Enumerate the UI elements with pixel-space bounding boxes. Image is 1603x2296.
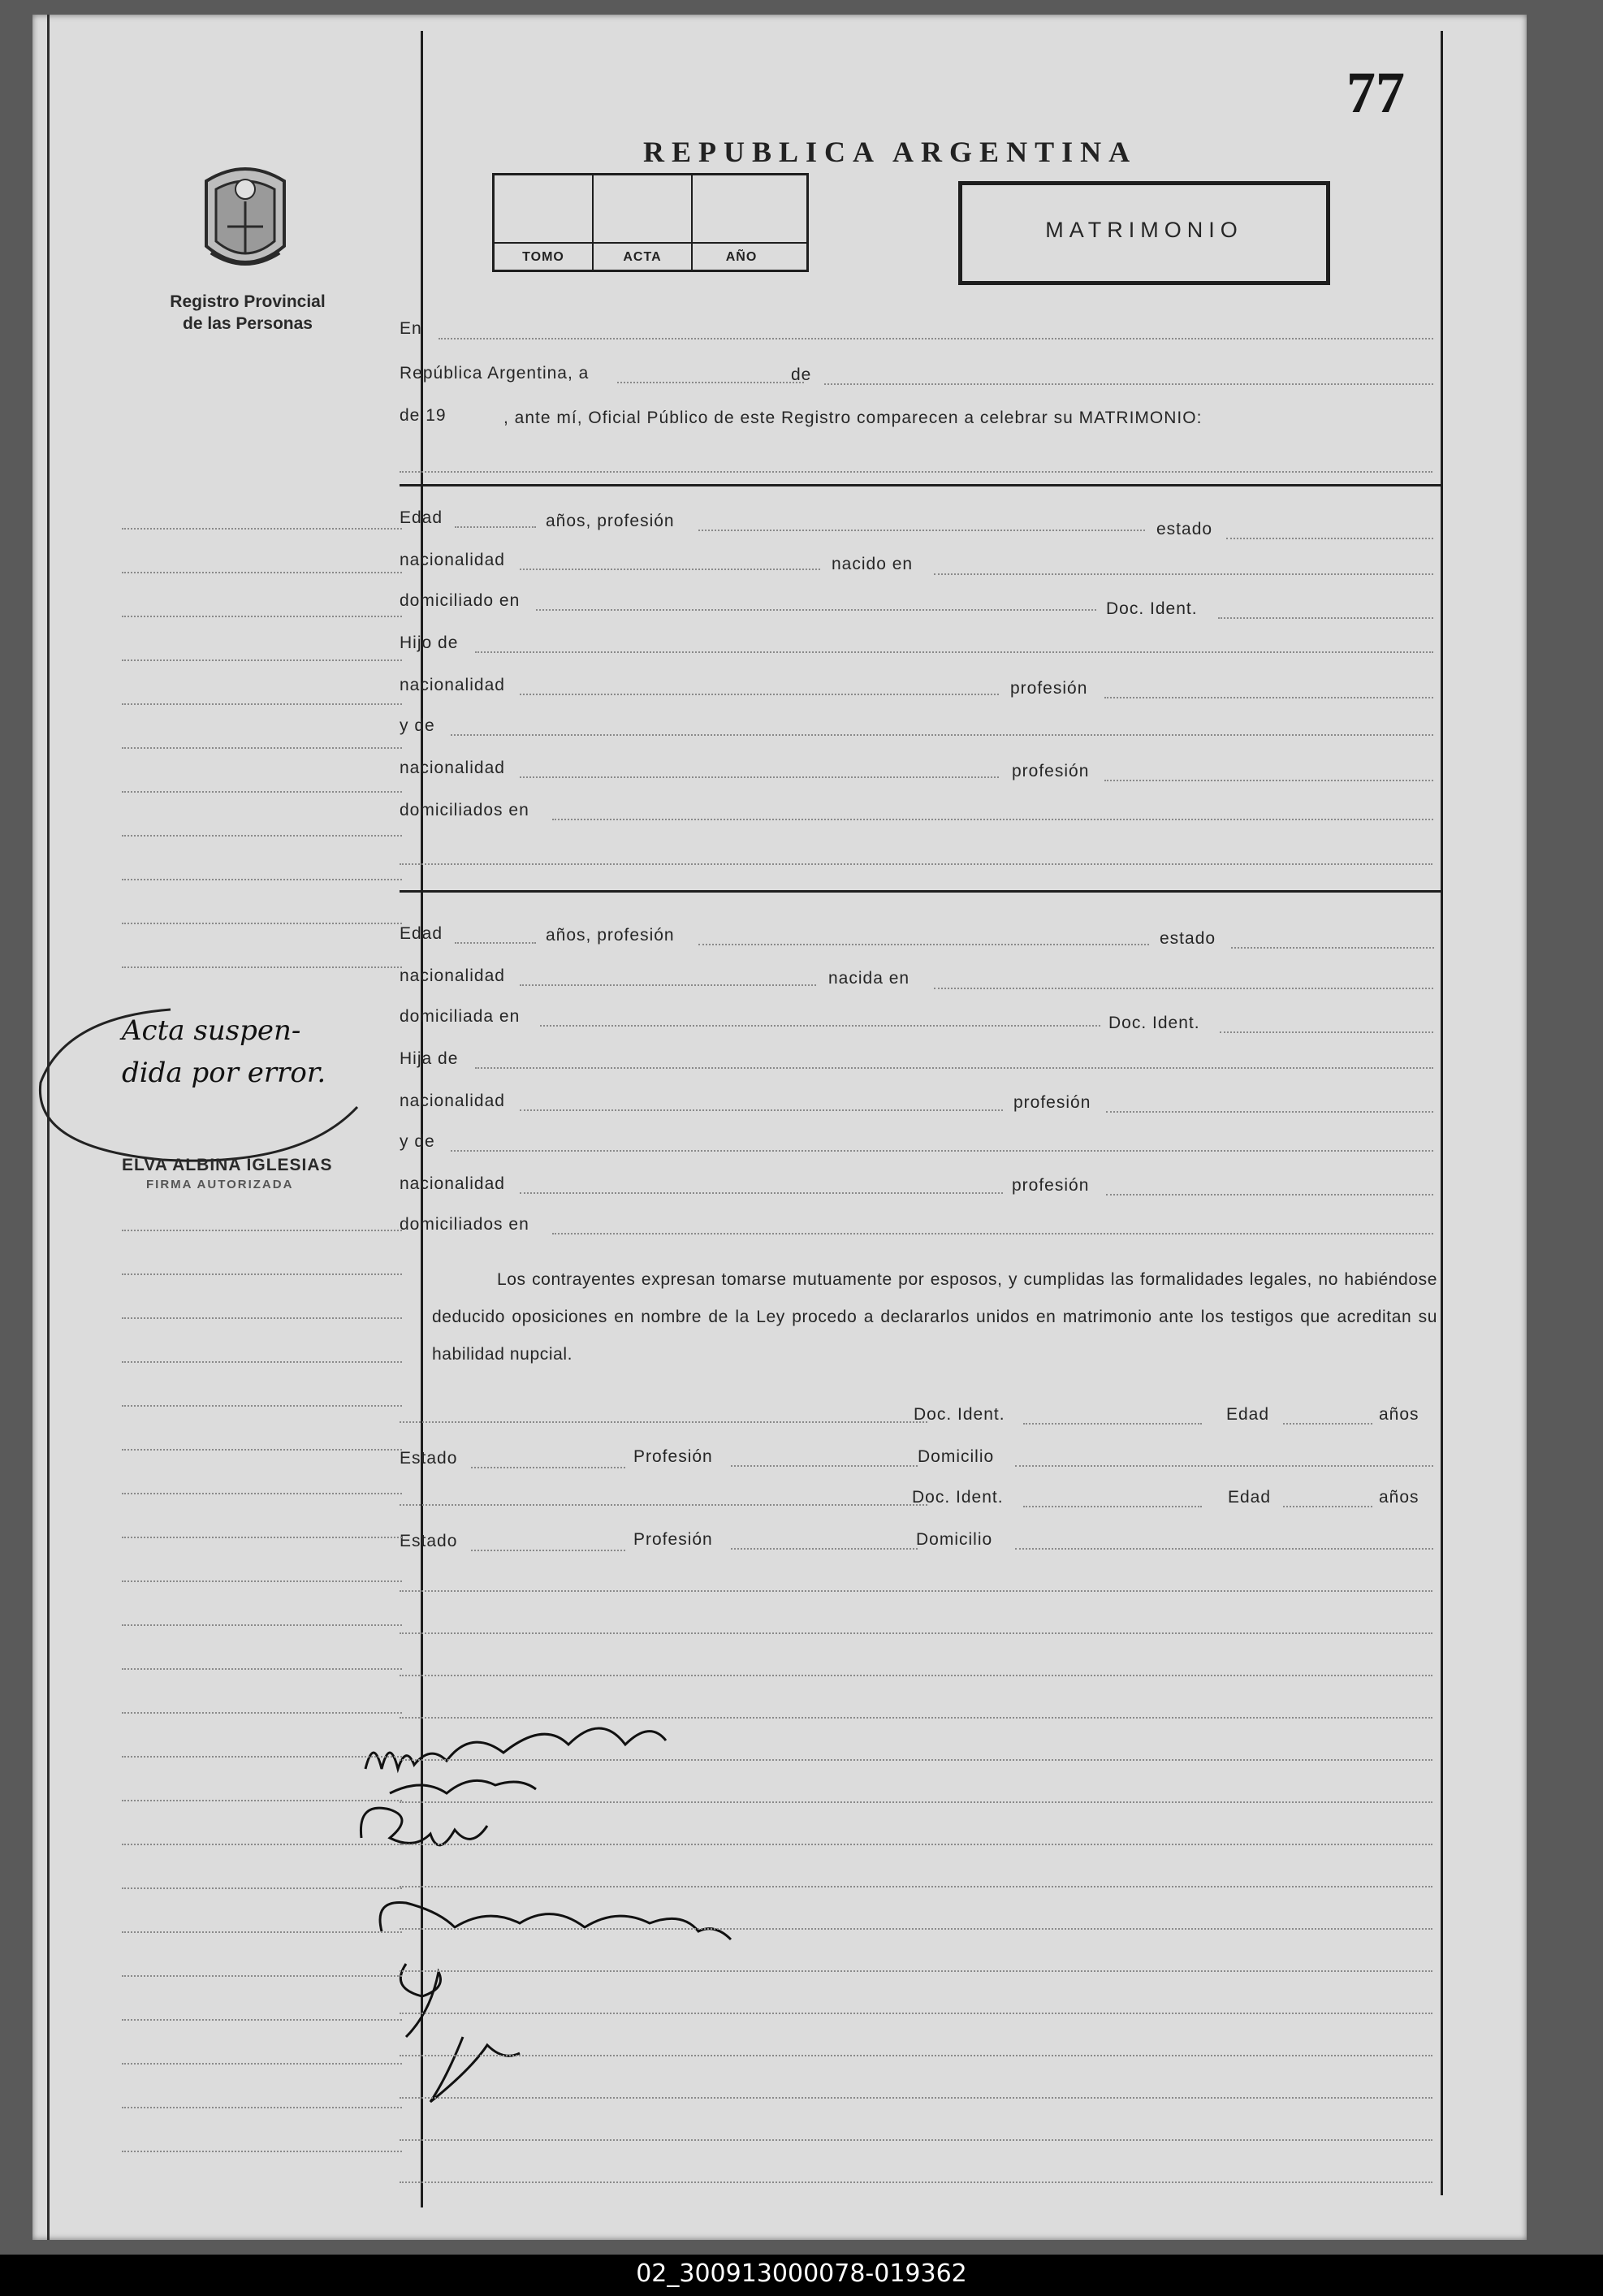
signature-ruling-line [400,1844,1432,1845]
margin-ruling-line [122,879,402,880]
groom-nacionalidad3: nacionalidad [400,759,505,777]
margin-ruling-line [122,2107,402,2108]
signature-ruling-line [400,1801,1432,1803]
bride-anos-profesion: años, profesión [546,926,675,945]
margin-ruling-line [122,1361,402,1363]
margin-ruling-line [122,2151,402,2152]
right-border-line [1441,31,1443,2195]
signature-ruling-line [400,1886,1432,1887]
signature-ruling-line [400,2055,1432,2056]
margin-ruling-line [122,659,402,661]
stamp-name: ELVA ALBINA IGLESIAS [122,1156,333,1174]
registry-name [138,291,357,335]
margin-ruling-line [122,2063,402,2065]
margin-ruling-line [122,1624,402,1626]
margin-ruling-line [122,791,402,793]
w2-edad: Edad [1228,1488,1272,1507]
bride-nacionalidad: nacionalidad [400,966,505,985]
w1-edad: Edad [1226,1405,1270,1424]
margin-ruling-line [122,1317,402,1319]
w1-doc: Doc. Ident. [914,1405,1005,1424]
groom-domiciliados: domiciliados en [400,801,529,819]
note-line2: dida por error. [122,1057,326,1089]
bride-domiciliados: domiciliados en [400,1215,529,1234]
signature-ruling-line [400,1970,1432,1972]
margin-ruling-line [122,1756,402,1758]
tomo-acta-ano-box [492,173,809,272]
label-ante: , ante mí, Oficial Público de este Registro comparecen a celebrar su MATRIMONIO: [503,409,1203,427]
note-line1: Acta suspen- [122,1014,301,1047]
signature-ruling-line [400,1675,1432,1676]
groom-hijo: Hijo de [400,633,459,652]
signature-ruling-line [400,2181,1432,2183]
w1-profesion: Profesión [633,1447,713,1466]
bride-yde: y de [400,1132,435,1151]
label-de: de [791,365,812,384]
margin-ruling-line [122,528,402,530]
tomo-label: TOMO [522,250,564,264]
w2-profesion: Profesión [633,1530,713,1549]
groom-yde: y de [400,716,435,735]
record-type-box [958,181,1330,285]
bride-estado: estado [1160,929,1216,948]
bride-nacida: nacida en [828,969,910,988]
bride-hija: Hija de [400,1049,459,1068]
bride-doc: Doc. Ident. [1108,1014,1200,1032]
registry-line2: de las Personas [183,314,313,333]
groom-estado: estado [1156,520,1213,538]
margin-ruling-line [122,1405,402,1407]
signature-ruling-line [400,1632,1432,1634]
margin-ruling-line [122,1668,402,1670]
ano-cell [693,175,790,270]
groom-anos-profesion: años, profesión [546,512,675,530]
margin-ruling-line [122,966,402,968]
acta-cell [594,175,693,270]
signature-ruling-line [400,2139,1432,2141]
signature-ruling-line [400,1717,1432,1719]
w2-anos: años [1379,1488,1419,1507]
groom-edad: Edad [400,508,443,527]
bride-edad: Edad [400,924,443,943]
w2-estado: Estado [400,1532,458,1550]
declaration-paragraph: Los contrayentes expresan tomarse mutuamente por esposos, y cumplidas las formalidades legales, no habiéndose deducido oposiciones en nombre de la Ley procedo a declararlos unidos en matrimonio ante los testigos que acreditan su habilidad nupcial. [432,1270,1437,1364]
handwritten-annotation [122,1010,326,1094]
groom-nacido: nacido en [832,555,914,573]
groom-nacionalidad2: nacionalidad [400,676,505,694]
coat-of-arms-seal-icon [195,157,296,283]
tomo-cell [495,175,594,270]
margin-ruling-line [122,923,402,924]
margin-ruling-line [122,1975,402,1977]
acta-label: ACTA [623,250,662,264]
margin-ruling-line [122,1931,402,1933]
signature-ruling-line [400,1590,1432,1592]
groom-profesion2: profesión [1012,762,1090,780]
w2-domicilio: Domicilio [916,1530,993,1549]
groom-doc: Doc. Ident. [1106,599,1198,618]
groom-profesion: profesión [1010,679,1088,698]
margin-ruling-line [122,835,402,837]
signature-ruling-line [400,1759,1432,1761]
bride-profesion2: profesión [1012,1176,1090,1195]
registry-line1: Registro Provincial [170,292,326,311]
w1-estado: Estado [400,1449,458,1468]
record-type-label: MATRIMONIO [1045,218,1243,242]
label-en: En [400,319,422,338]
groom-domiciliado: domiciliado en [400,591,521,610]
bride-domiciliada: domiciliada en [400,1007,521,1026]
bride-nacionalidad3: nacionalidad [400,1174,505,1193]
document-title: REPUBLICA ARGENTINA [643,136,1138,168]
bride-profesion: profesión [1013,1093,1091,1112]
ano-label: AÑO [725,250,758,264]
w1-anos: años [1379,1405,1419,1424]
stamp-title: FIRMA AUTORIZADA [146,1178,294,1191]
margin-ruling-line [122,1537,402,1538]
image-identifier: 02_300913000078-019362 [636,2259,967,2288]
margin-ruling-line [122,2019,402,2021]
margin-ruling-line [122,1844,402,1845]
page-number: 77 [1346,60,1405,125]
signature-ruling-line [400,1928,1432,1930]
margin-ruling-line [122,1887,402,1889]
w1-domicilio: Domicilio [918,1447,995,1466]
signature-ruling-line [400,2013,1432,2014]
groom-nacionalidad: nacionalidad [400,551,505,569]
margin-ruling-line [122,1712,402,1714]
label-de19: de 19 [400,406,447,425]
margin-ruling-line [122,616,402,617]
bride-nacionalidad2: nacionalidad [400,1092,505,1110]
register-page [32,15,1527,2240]
margin-ruling-line [122,1230,402,1231]
margin-ruling-line [122,572,402,573]
margin-ruling-line [122,747,402,749]
margin-ruling-line [122,703,402,705]
signature-ruling-line [400,2097,1432,2099]
margin-ruling-line [122,1273,402,1275]
w2-doc: Doc. Ident. [912,1488,1004,1507]
margin-ruling-line [122,1580,402,1582]
margin-ruling-line [122,1800,402,1801]
label-republica: República Argentina, a [400,364,590,383]
margin-ruling-line [122,1493,402,1494]
margin-ruling-line [122,1449,402,1451]
